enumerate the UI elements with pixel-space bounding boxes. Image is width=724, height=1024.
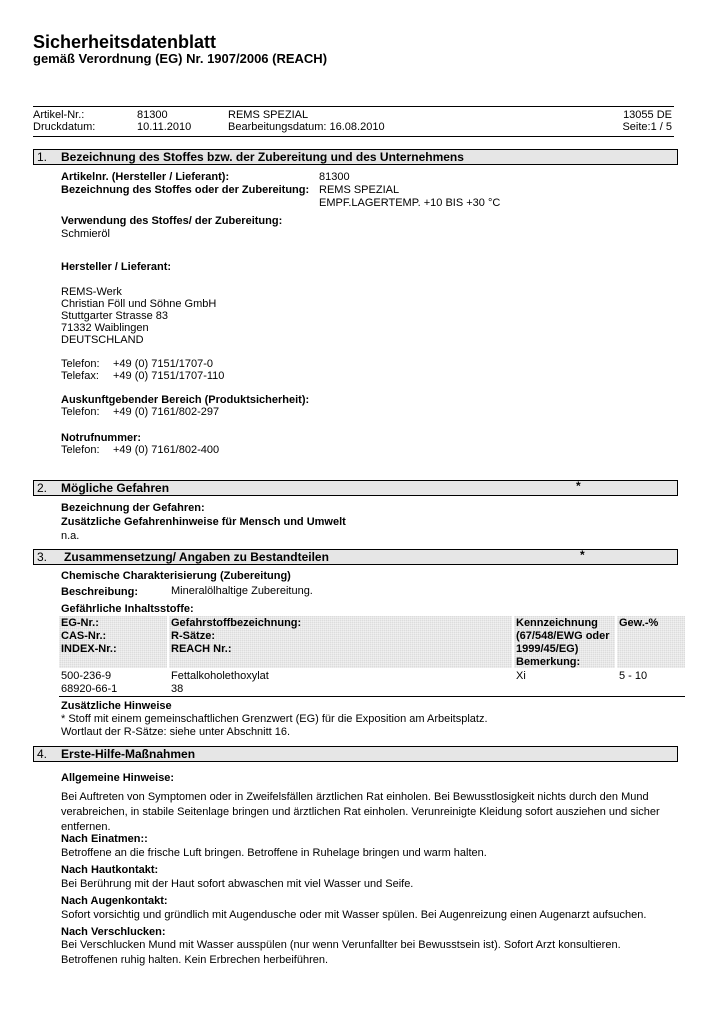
table-bottom-rule: [59, 696, 685, 697]
article-number-value: 81300: [137, 109, 168, 121]
print-date-value: 10.11.2010: [137, 121, 192, 133]
col-header-cas-nr: CAS-Nr.:: [61, 630, 107, 642]
col-header-eg-nr: EG-Nr.:: [61, 617, 99, 629]
address-line: DEUTSCHLAND: [61, 334, 144, 346]
section-2-change-marker: *: [576, 479, 581, 493]
skin-contact-label: Nach Hautkontakt:: [61, 864, 159, 876]
inhalation-text: Betroffene an die frische Luft bringen. Betroffene in Ruhelage bringen und warm halten.: [61, 847, 487, 859]
col-header-index-nr: INDEX-Nr.:: [61, 643, 117, 655]
section-4-number: 4.: [37, 747, 48, 761]
col-header-labeling: 1999/45/EG): [516, 643, 579, 655]
additional-notes-label: Zusätzliche Hinweise: [61, 700, 172, 712]
article-number-label: Artikel-Nr.:: [33, 109, 85, 121]
address-line: 71332 Waiblingen: [61, 322, 149, 334]
cell-r-phrases: 38: [171, 683, 184, 695]
article-no-manufacturer-label: Artikelnr. (Hersteller / Lieferant):: [61, 171, 230, 183]
skin-contact-text: Bei Berührung mit der Haut sofort abwaschen mit viel Wasser und Seife.: [61, 878, 414, 890]
section-1-title: Bezeichnung des Stoffes bzw. der Zubereitung und des Unternehmens: [61, 150, 464, 164]
header-rule-bottom: [33, 136, 674, 137]
cell-cas-nr: 68920-66-1: [61, 683, 118, 695]
emergency-phone-value: +49 (0) 7161/802-400: [113, 444, 220, 456]
address-line: Stuttgarter Strasse 83: [61, 310, 168, 322]
edit-date: Bearbeitungsdatum: 16.08.2010: [228, 121, 385, 133]
cell-weight-percent: 5 - 10: [619, 670, 648, 682]
col-header-substance: Gefahrstoffbezeichnung:: [171, 617, 302, 629]
info-phone-value: +49 (0) 7161/802-297: [113, 406, 220, 418]
additional-notes-line: Wortlaut der R-Sätze: siehe unter Abschnitt 16.: [61, 726, 291, 738]
col-header-reach-nr: REACH Nr.:: [171, 643, 232, 655]
cell-eg-nr: 500-236-9: [61, 670, 112, 682]
col-header-weight-percent: Gew.-%: [619, 617, 659, 629]
col-header-remark: Bemerkung:: [516, 656, 581, 668]
page-subtitle: gemäß Verordnung (EG) Nr. 1907/2006 (REACH): [33, 51, 328, 66]
additional-notes-line: * Stoff mit einem gemeinschaftlichen Grenzwert (EG) für die Exposition am Arbeitsplatz.: [61, 713, 488, 725]
hazard-label: Bezeichnung der Gefahren:: [61, 502, 205, 514]
emergency-label: Notrufnummer:: [61, 432, 142, 444]
substance-name-value: REMS SPEZIAL: [319, 184, 400, 196]
page-title: Sicherheitsdatenblatt: [33, 32, 217, 52]
section-2-title: Mögliche Gefahren: [61, 481, 170, 495]
hazardous-ingredients-label: Gefährliche Inhaltsstoffe:: [61, 603, 194, 615]
additional-hazard-label: Zusätzliche Gefahrenhinweise für Mensch und Umwelt: [61, 516, 346, 528]
header-rule-top: [33, 106, 674, 107]
storage-temperature: EMPF.LAGERTEMP. +10 BIS +30 °C: [319, 197, 501, 209]
section-3-change-marker: *: [580, 548, 585, 562]
section-3-header: [33, 549, 678, 565]
chemical-characterization-label: Chemische Charakterisierung (Zubereitung): [61, 570, 291, 582]
section-2-number: 2.: [37, 481, 48, 495]
usage-value: Schmieröl: [61, 228, 110, 240]
phone-label: Telefon:: [61, 358, 100, 370]
fax-label: Telefax:: [61, 370, 99, 382]
section-4-header: [33, 746, 678, 762]
emergency-phone-label: Telefon:: [61, 444, 100, 456]
section-1-header: [33, 149, 678, 165]
swallowing-text: Bei Verschlucken Mund mit Wasser ausspülen (nur wenn Verunfallter bei Bewusstsein ist). Sofort Arzt konsultieren. Betroffenen ruhig halten. Kein Erbrechen herbeiführen.: [61, 939, 621, 966]
address-line: Christian Föll und Söhne GmbH: [61, 298, 217, 310]
description-value: Mineralölhaltige Zubereitung.: [171, 585, 313, 597]
document-code: 13055 DE: [623, 109, 672, 121]
phone-value: +49 (0) 7151/1707-0: [113, 358, 213, 370]
product-name: REMS SPEZIAL: [228, 109, 309, 121]
cell-substance: Fettalkoholethoxylat: [171, 670, 269, 682]
section-4-title: Erste-Hilfe-Maßnahmen: [61, 747, 196, 761]
section-2-header: [33, 480, 678, 496]
section-1-number: 1.: [37, 150, 48, 164]
page-number: Seite:1 / 5: [622, 121, 672, 133]
article-no-manufacturer-value: 81300: [319, 171, 350, 183]
section-3-title: Zusammensetzung/ Angaben zu Bestandteilen: [64, 550, 329, 564]
eye-contact-label: Nach Augenkontakt:: [61, 895, 168, 907]
inhalation-label: Nach Einatmen::: [61, 833, 148, 845]
info-dept-label: Auskunftgebender Bereich (Produktsicherheit):: [61, 394, 310, 406]
print-date-label: Druckdatum:: [33, 121, 96, 133]
col-header-labeling: Kennzeichnung: [516, 617, 598, 629]
eye-contact-text: Sofort vorsichtig und gründlich mit Augendusche oder mit Wasser spülen. Bei Augenreizung einen Augenarzt aufsuchen.: [61, 909, 647, 921]
col-header-r-phrases: R-Sätze:: [171, 630, 216, 642]
substance-name-label: Bezeichnung des Stoffes oder der Zubereitung:: [61, 184, 310, 196]
address-line: REMS-Werk: [61, 286, 122, 298]
general-notes-label: Allgemeine Hinweise:: [61, 772, 175, 784]
swallowing-label: Nach Verschlucken:: [61, 926, 166, 938]
section-3-number: 3.: [37, 550, 48, 564]
description-label: Beschreibung:: [61, 586, 139, 598]
usage-label: Verwendung des Stoffes/ der Zubereitung:: [61, 215, 283, 227]
col-header-labeling: (67/548/EWG oder: [516, 630, 610, 642]
additional-hazard-value: n.a.: [61, 530, 80, 542]
cell-labeling: Xi: [516, 670, 526, 682]
general-notes-text: Bei Auftreten von Symptomen oder in Zweifelsfällen ärztlichen Rat einholen. Bei Bewusstlosigkeit nichts durch den Mund verabreichen, in stabile Seitenlage bringen und ärztlichen Rat einholen. Verunreinigte Kleidung sofort ausziehen und sicher entfernen.: [61, 791, 660, 833]
manufacturer-label: Hersteller / Lieferant:: [61, 261, 172, 273]
info-phone-label: Telefon:: [61, 406, 100, 418]
fax-value: +49 (0) 7151/1707-110: [113, 370, 225, 382]
